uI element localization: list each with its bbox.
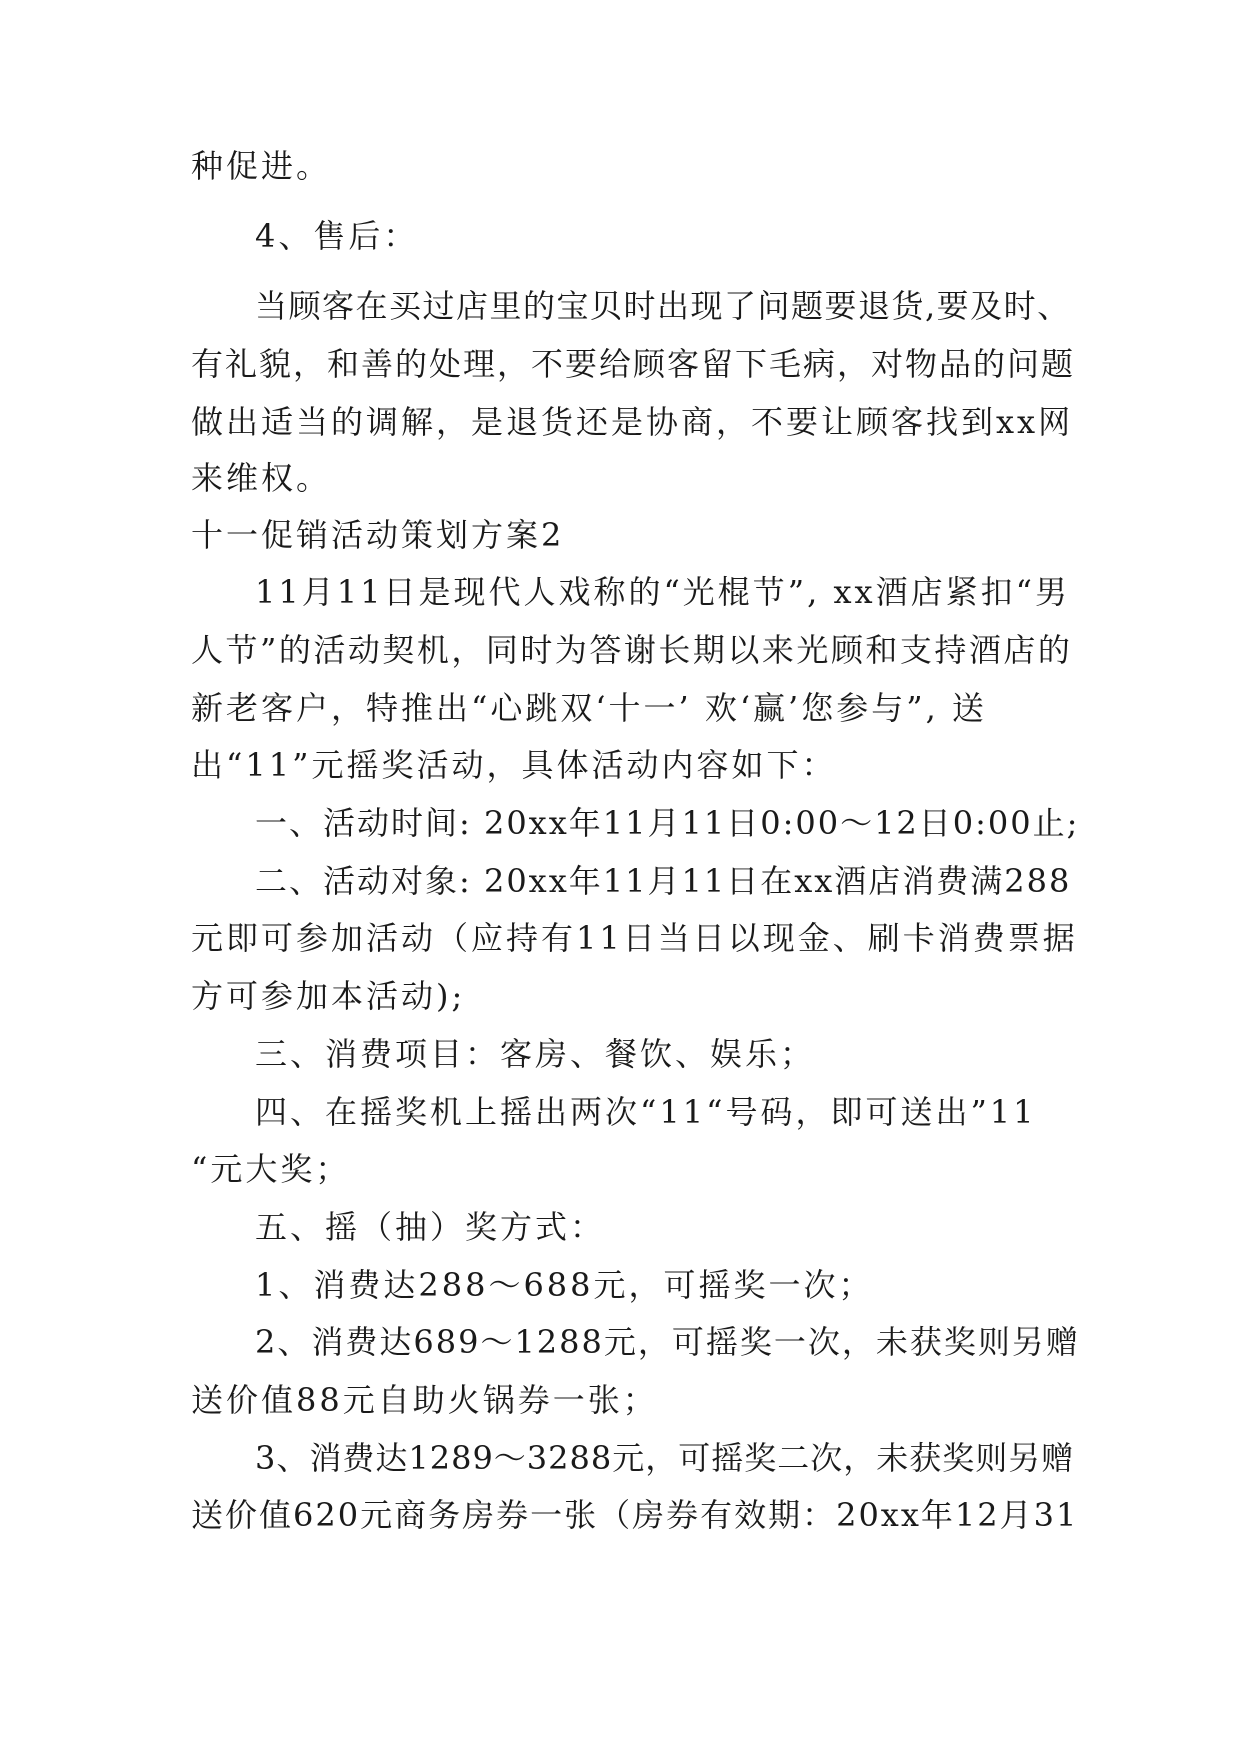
text-line-4: 有礼貌，和善的处理，不要给顾客留下毛病，对物品的问题 [191,345,1076,383]
text-line-24: 送价值620元商务房券一张（房券有效期：20xx年12月31 [191,1496,1079,1534]
text-line-12: 一、活动时间: 20xx年11月11日0:00～12日0:00止; [255,804,1080,842]
text-line-19: 五、摇（抽）奖方式： [255,1208,606,1246]
text-line-22: 送价值88元自助火锅券一张； [191,1381,658,1419]
text-line-15: 方可参加本活动); [191,977,466,1015]
text-line-9: 人节”的活动契机，同时为答谢长期以来光顾和支持酒店的 [191,631,1073,669]
text-line-8: 11月11日是现代人戏称的“光棍节”, xx酒店紧扣“男 [255,573,1070,611]
text-line-3: 当顾客在买过店里的宝贝时出现了问题要退货,要及时、 [255,287,1071,325]
text-line-13: 二、活动对象: 20xx年11月11日在xx酒店消费满288 [255,862,1072,900]
text-line-14: 元即可参加活动（应持有11日当日以现金、刷卡消费票据 [191,919,1078,957]
text-line-11: 出“11”元摇奖活动，具体活动内容如下： [191,746,837,784]
text-line-2: 4、售后： [255,217,419,255]
text-line-5: 做出适当的调解，是退货还是协商，不要让顾客找到xx网 [191,403,1074,441]
text-line-23: 3、消费达1289～3288元，可摇奖二次，未获奖则另赠 [255,1439,1075,1477]
text-line-20: 1、消费达288～688元，可摇奖一次； [255,1266,874,1304]
text-line-6: 来维权。 [191,459,332,497]
text-line-17: 四、在摇奖机上摇出两次“11“号码，即可送出”11 [255,1093,1037,1131]
text-line-1: 种促进。 [191,147,332,185]
section-title: 十一促销活动策划方案2 [191,516,565,554]
text-line-21: 2、消费达689～1288元，可摇奖一次，未获奖则另赠 [255,1323,1080,1361]
text-line-10: 新老客户，特推出“心跳双‘十一’ 欢‘赢’您参与”, 送 [191,689,987,727]
text-line-18: “元大奖； [191,1150,351,1188]
text-line-16: 三、消费项目：客房、餐饮、娱乐； [255,1035,816,1073]
